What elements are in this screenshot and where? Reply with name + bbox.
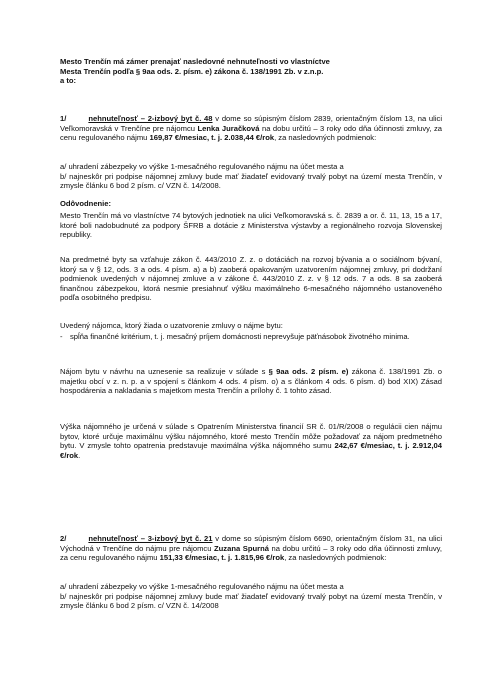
item-2-conditions (60, 582, 442, 611)
item-1-text-c: , za nasledovných podmienok: (274, 133, 377, 143)
justification-paragraph-3: Uvedený nájomca, ktorý žiada o uzatvorenie zmluvy o nájme bytu: (60, 321, 283, 330)
item-1-tenant: Lenka Juračková (197, 123, 260, 133)
justification-paragraph-5 (60, 422, 442, 460)
item-2-condition-b: b/ najneskôr pri podpise nájomnej zmluvy bude mať žiadateľ evidovaný trvalý pobyt na území mesta Trenčín, v zmysle článku 6 bod 2 písm. c/ VZN č. 14/2008 (60, 591, 442, 611)
item-2-tenant: Zuzana Spurná (214, 543, 269, 553)
item-1-conditions (60, 162, 442, 191)
item-2-text-a: v dome so súpisným číslom 6690, orientačným číslom 31, na ulici Východná v Trenčíne do nájmu pre nájomcu (60, 534, 443, 553)
item-1-condition-a: a/ uhradení zábezpeky vo výške 1-mesačného regulovaného nájmu na účet mesta a (60, 162, 344, 171)
intro-paragraph (60, 57, 442, 86)
intro-line-2: Mesta Trenčín podľa § 9aa ods. 2. písm. e) zákona č. 138/1991 Zb. v z.n.p. (60, 66, 324, 76)
item-1-heading: nehnuteľnosť – 2-izbový byt č. 48 (88, 114, 213, 123)
rent-regulation-text: Výška nájomného je určená v súlade s Opatrením Ministerstva financií SR č. 01/R/2008 o regulácii cien nájmu bytov, ktoré určuje maximálnu výšku nájomného, ktoré mesto Trenčín môže požadovať za nájom predmetného bytu. V zmysle tohto opatrenia predstavuje maximálna výška nájomného sumu (60, 422, 442, 451)
item-2-text-b: na dobu určitú – 3 roky odo dňa účinnosti zmluvy, za cenu regulovaného nájmu (60, 543, 442, 563)
criteria-list-item (60, 332, 442, 342)
intro-line-1: Mesto Trenčín má zámer prenajať nasledovné nehnuteľnosti vo vlastníctve (60, 57, 330, 66)
justification-title: Odôvodnenie: (60, 199, 112, 208)
item-1-text-a: v dome so súpisným číslom 2839, orientačným číslom 13, na ulici Veľkomoravská v Trenčíne pre nájomcu (60, 114, 443, 133)
criteria-text: spĺňa finančné kritérium, t. j. mesačný príjem domácnosti neprevyšuje päťnásobok životného minima. (70, 332, 410, 341)
item-1-paragraph (60, 114, 442, 143)
item-1-number: 1/ (60, 114, 67, 123)
item-2-paragraph (60, 534, 442, 563)
intro-line-3: a to: (60, 76, 77, 86)
item-2-heading: nehnuteľnosť – 3-izbový byt č. 21 (88, 534, 213, 543)
justification-paragraph-2: Na predmetné byty sa vzťahuje zákon č. 443/2010 Z. z. o dotáciách na rozvoj bývania a o sociálnom bývaní, ktorý sa v § 12, ods. 3 a ods. 4 písm. a) a b) zaoberá opakovaným uzatvorením nájomnej zmluvy, pri dodržaní podmienok uvedených v nájomnej zmluve a v zákone č. 443/2010 Z. z. v § 12 ods. 7 a ods. 8 sa zaoberá finančnou zábezpekou, ktorá nesmie presiahnuť výšku maximálneho 6-mesačného nájomného ustanoveného podľa osobitného predpisu. (60, 255, 442, 303)
rent-regulation-end: . (78, 450, 81, 460)
legal-basis-text-a: Nájom bytu v návrhu na uznesenie sa realizuje v súlade s (60, 367, 269, 376)
item-1-text-b: na dobu určitú – 3 roky odo dňa účinnosti zmluvy, za cenu regulovaného nájmu (60, 123, 443, 143)
item-2-number: 2/ (60, 534, 67, 543)
list-bullet-dash: - (60, 332, 63, 341)
item-2-condition-a: a/ uhradení zábezpeky vo výške 1-mesačného regulovaného nájmu na účet mesta a (60, 582, 344, 591)
item-1-condition-b: b/ najneskôr pri podpise nájomnej zmluvy bude mať žiadateľ evidovaný trvalý pobyt na území mesta Trenčín, v zmysle článku 6 bod 2 písm. c/ VZN č. 14/2008. (60, 171, 442, 191)
legal-basis-paragraph-ref: § 9aa ods. 2 písm. e) (268, 367, 349, 376)
item-2-text-c: , za nasledovných podmienok: (284, 553, 387, 563)
max-rent-amount: 242,67 €/mesiac, t. j. 2.912,04 €/rok (60, 441, 442, 460)
item-1-rent: 169,87 €/mesiac, t. j. 2.038,44 €/rok (149, 133, 275, 143)
justification-paragraph-1: Mesto Trenčín má vo vlastníctve 74 bytových jednotiek na ulici Veľkomoravská s. č. 2839 a or. č. 11, 13, 15 a 17, ktoré boli nadobudnuté za podpory ŠFRB a dotácie z Ministerstva výstavby a regionálneho rozvoja Slovenskej republiky. (60, 211, 442, 240)
justification-paragraph-4 (60, 367, 442, 396)
legal-basis-text-b: zákona č. 138/1991 Zb. o majetku obcí v z. n. p. a v spojení s článkom 4 ods. 4 písm. o) a s článkom 4 ods. 6 písm. d) bod XIX) Zásad hospodárenia a nakladania s majetkom mesta Trenčín a prílohy č. 1 tohto zásad. (60, 367, 442, 396)
item-2-rent: 151,33 €/mesiac, t. j. 1.815,96 €/rok (159, 553, 285, 563)
